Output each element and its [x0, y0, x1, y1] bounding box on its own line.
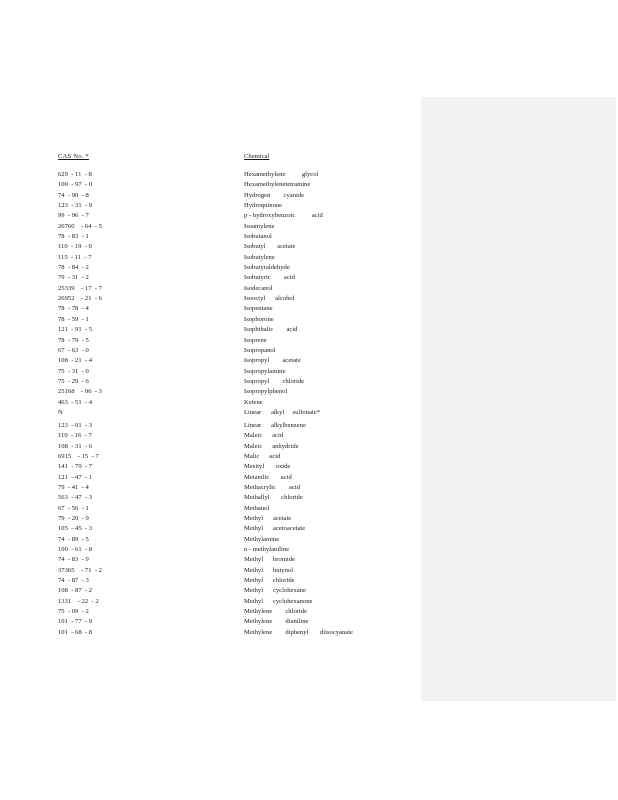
chemical-name-cell: Isopropanol: [244, 346, 276, 354]
cas-number-cell: 563 - 47 - 3: [58, 494, 93, 502]
cas-number-cell: 25168 - 06 - 3: [58, 388, 102, 396]
chemical-name-cell: Isoamylene: [244, 222, 275, 230]
cas-number-cell: 100 - 97 - 0: [58, 181, 93, 189]
chemical-name-cell: Methallyl chloride: [244, 494, 303, 502]
table-row: [58, 398, 398, 408]
cas-number-cell: 67 - 56 - 1: [58, 504, 89, 512]
table-row: [58, 242, 398, 252]
cas-number-cell: 74 - 83 - 9: [58, 556, 89, 564]
cas-number-cell: 99 - 96 - 7: [58, 212, 89, 220]
chemical-name-cell: Methylamine: [244, 535, 280, 543]
table-row: [58, 253, 398, 263]
table-row: [58, 346, 398, 356]
table-row: [58, 191, 398, 201]
table-row: [58, 211, 398, 221]
chemical-name-cell: Methyl cyclohexanone: [244, 597, 313, 605]
chemical-name-cell: Isopropyl chloride: [244, 377, 305, 385]
table-row: [58, 617, 398, 627]
table-row: [58, 367, 398, 377]
chemical-name-cell: Isopentane: [244, 305, 273, 313]
table-header: [58, 152, 398, 162]
chemical-name-cell: n - methylaniline: [244, 546, 290, 554]
cas-number-cell: 78 - 78 - 4: [58, 305, 89, 313]
table-row: [58, 535, 398, 545]
cas-number-cell: 79 - 31 - 2: [58, 274, 89, 282]
chemical-name-cell: Hydrogen cyanide: [244, 191, 305, 199]
cas-number-cell: N: [58, 408, 63, 416]
cas-number-cell: 79 - 41 - 4: [58, 483, 89, 491]
cas-number-cell: 121 - 47 - 1: [58, 473, 93, 481]
chemical-name-cell: Isobutyraldehyde: [244, 264, 290, 272]
table-row: [58, 201, 398, 211]
table-row: [58, 504, 398, 514]
chemical-name-cell: Isophthalic acid: [244, 326, 298, 334]
cas-number-cell: 110 - 16 - 7: [58, 432, 92, 440]
chemical-name-cell: Methyl butynol: [244, 566, 294, 574]
chemical-name-cell: p - hydroxybenzoic acid: [244, 212, 323, 220]
table-row: [58, 170, 398, 180]
cas-number-cell: 629 - 11 - 8: [58, 171, 92, 178]
table-row: [58, 597, 398, 607]
cas-number-cell: 108 - 21 - 4: [58, 357, 93, 365]
chemical-name-cell: Mesityl oxide: [244, 463, 291, 471]
chemical-header: Chemical: [244, 153, 270, 160]
cas-number-cell: 110 - 19 - 0: [58, 243, 92, 251]
table-row: [58, 514, 398, 524]
table-row: [58, 408, 398, 421]
cas-number-cell: 74 - 87 - 3: [58, 577, 89, 585]
chemical-name-cell: Isophorone: [244, 315, 274, 323]
cas-number-cell: 6915 - 15 - 7: [58, 452, 99, 460]
table-row: [58, 304, 398, 314]
cas-number-cell: 37365 - 71 - 2: [58, 566, 102, 574]
chemical-name-cell: Methyl chloride: [244, 577, 295, 585]
table-row: [58, 222, 398, 232]
cas-number-cell: 121 - 91 - 5: [58, 326, 93, 334]
table-row: [58, 462, 398, 472]
cas-number-cell: 26952 - 21 - 6: [58, 295, 102, 303]
table-row: [58, 377, 398, 387]
cas-number-cell: 108 - 31 - 6: [58, 442, 93, 450]
cas-number-cell: 115 - 11 - 7: [58, 253, 92, 261]
chemical-name-cell: Hexamethylenetetramine: [244, 181, 311, 189]
chemical-name-cell: Isopropylamine: [244, 367, 286, 375]
chemical-name-cell: Isooctyl alcohol: [244, 295, 295, 303]
chemical-name-cell: Methyl acetoacetate: [244, 525, 306, 533]
cas-number-cell: 100 - 61 - 8: [58, 546, 93, 554]
cas-number-cell: 1331 - 22 - 2: [58, 597, 99, 605]
chemical-name-cell: Maleic anhydride: [244, 442, 299, 450]
chemical-name-cell: Hexamethylene glycol: [244, 171, 319, 178]
table-row: [58, 555, 398, 565]
chemical-name-cell: Methyl acetate: [244, 515, 292, 522]
table-row: [58, 356, 398, 366]
table-row: [58, 576, 398, 586]
chemical-name-cell: Isobutanol: [244, 233, 272, 241]
cas-number-cell: 25339 - 17 - 7: [58, 284, 102, 292]
cas-number-cell: 75 - 31 - 0: [58, 367, 89, 375]
table-row: [58, 273, 398, 283]
chemical-name-cell: Malic acid: [244, 452, 281, 460]
chemical-name-cell: Methyl cyclohexane: [244, 587, 306, 595]
cas-number-cell: 26760 - 64 - 5: [58, 222, 102, 230]
cas-number-cell: 141 - 79 - 7: [58, 463, 93, 471]
table-row: [58, 452, 398, 462]
chemical-name-cell: Ketene: [244, 398, 263, 406]
table-row: [58, 545, 398, 555]
table-row: [58, 483, 398, 493]
chemical-name-cell: Linear alkylbenzene: [244, 421, 306, 429]
cas-number-cell: 101 - 68 - 8: [58, 628, 93, 636]
table-row: [58, 607, 398, 617]
cas-number-cell: 75 - 09 - 2: [58, 608, 89, 616]
chemical-name-cell: Methanol: [244, 504, 270, 512]
cas-number-cell: 78 - 79 - 5: [58, 336, 89, 344]
table-row: [58, 263, 398, 273]
cas-number-cell: 74 - 90 - 8: [58, 191, 89, 199]
comment-margin-panel: [421, 97, 616, 701]
table-row: [58, 493, 398, 503]
chemical-table: [58, 152, 398, 638]
chemical-name-cell: Linear alkyl sulfonate*: [244, 408, 320, 416]
chemical-name-cell: Isobutylene: [244, 253, 275, 261]
table-row: [58, 586, 398, 596]
chemical-name-cell: Isoprene: [244, 336, 267, 344]
chemical-name-cell: Isobutyric acid: [244, 274, 295, 282]
chemical-name-cell: Maleic acid: [244, 432, 284, 440]
table-row: [58, 421, 398, 431]
table-row: [58, 387, 398, 397]
chemical-name-cell: Methacrylic acid: [244, 483, 301, 491]
cas-number-cell: 108 - 87 - 2: [58, 587, 93, 595]
table-row: [58, 180, 398, 190]
chemical-name-cell: Methylene chloride: [244, 608, 307, 616]
cas-number-cell: 67 - 63 - 0: [58, 346, 89, 354]
cas-number-cell: 79 - 20 - 9: [58, 515, 89, 522]
chemical-name-cell: Isodecanol: [244, 284, 273, 292]
cas-number-header: CAS No. *: [58, 153, 89, 160]
table-row: [58, 336, 398, 346]
cas-number-cell: 101 - 77 - 9: [58, 618, 93, 626]
cas-number-cell: 463 - 51 - 4: [58, 398, 93, 406]
table-row: [58, 315, 398, 325]
chemical-name-cell: Isopropyl acetate: [244, 357, 301, 365]
chemical-name-cell: Methyl bromide: [244, 556, 295, 564]
cas-number-cell: 78 - 84 - 2: [58, 264, 89, 272]
chemical-name-cell: Isobutyl acetate: [244, 243, 296, 251]
chemical-name-cell: Methylene diphenyl diisocyanate: [244, 628, 353, 636]
table-row: [58, 431, 398, 441]
chemical-name-cell: Isopropylphenol: [244, 388, 288, 396]
chemical-name-cell: Methylene dianiline: [244, 618, 309, 626]
table-row: [58, 628, 398, 638]
chemical-name-cell: Metanilic acid: [244, 473, 292, 481]
table-row: [58, 232, 398, 242]
table-row: [58, 473, 398, 483]
cas-number-cell: 123 - 31 - 9: [58, 202, 93, 210]
cas-number-cell: 75 - 29 - 6: [58, 377, 89, 385]
cas-number-cell: 78 - 59 - 1: [58, 315, 89, 323]
table-row: [58, 566, 398, 576]
table-row: [58, 325, 398, 335]
table-row: [58, 524, 398, 534]
chemical-name-cell: Hydroquinone: [244, 202, 283, 210]
cas-number-cell: 105 - 45 - 3: [58, 525, 93, 533]
table-row: [58, 294, 398, 304]
cas-number-cell: 74 - 89 - 5: [58, 535, 89, 543]
table-body: [58, 170, 398, 638]
cas-number-cell: 123 - 01 - 3: [58, 421, 93, 429]
table-row: [58, 442, 398, 452]
table-row: [58, 284, 398, 294]
cas-number-cell: 78 - 83 - 1: [58, 233, 89, 241]
